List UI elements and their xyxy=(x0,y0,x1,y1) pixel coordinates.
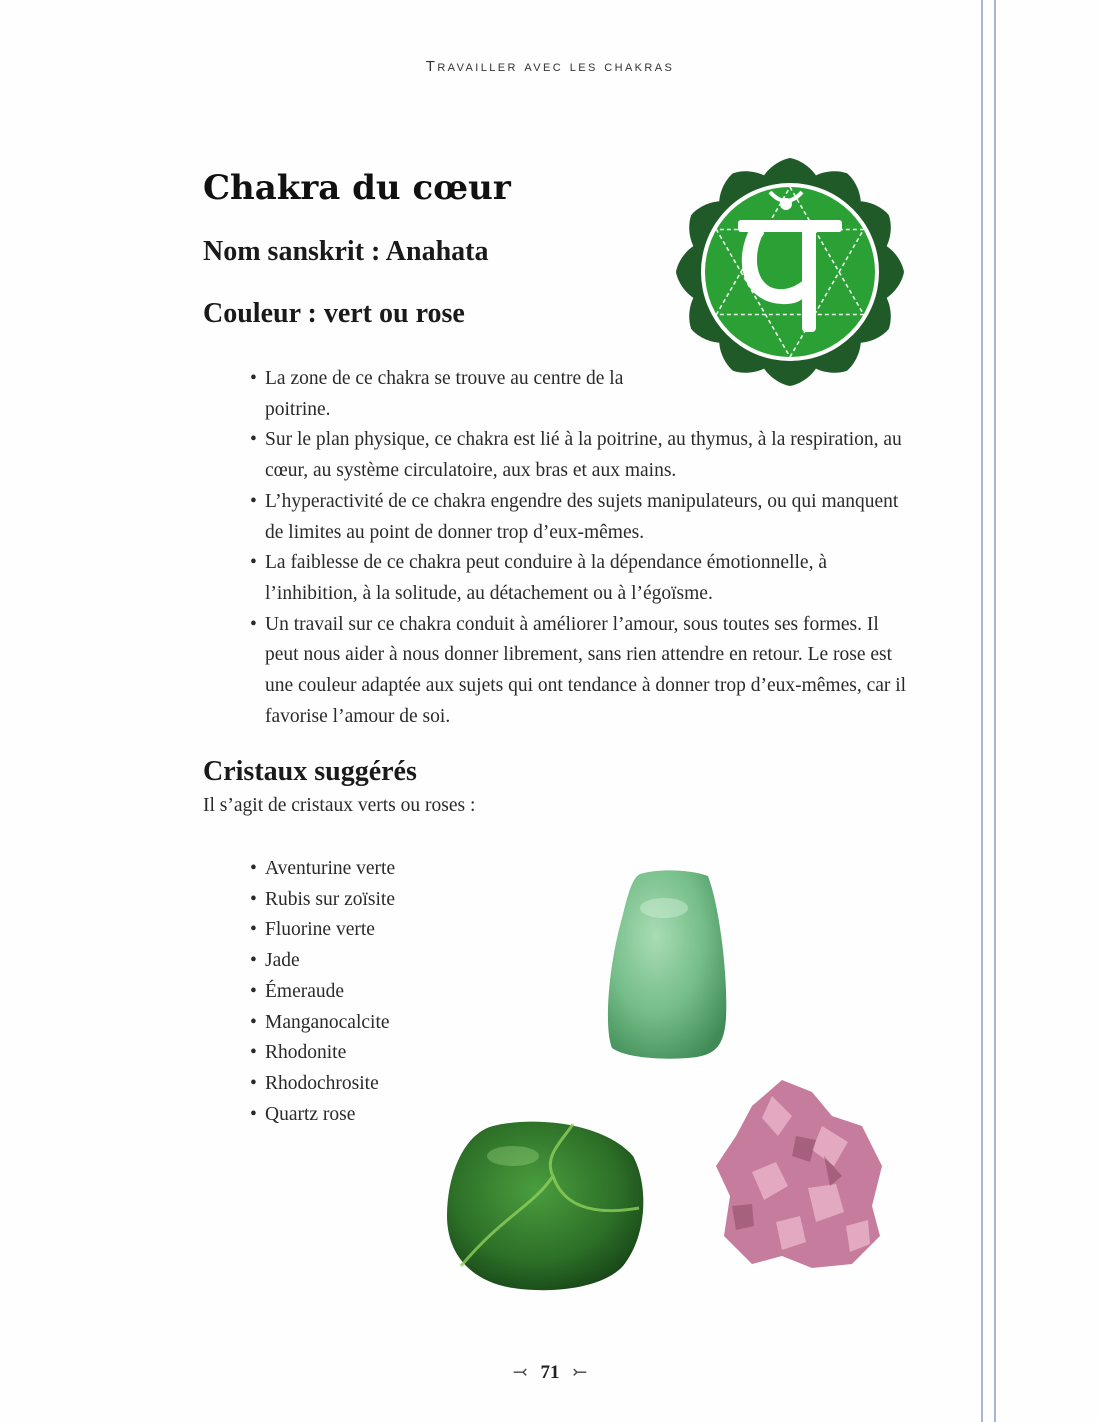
crystal-list xyxy=(248,854,488,1130)
running-head: Travailler avec les chakras xyxy=(425,58,675,75)
pink-crystal-cluster-icon xyxy=(712,1076,888,1272)
list-item: • Émeraude xyxy=(248,977,488,1008)
list-item: • Rubis sur zoïsite xyxy=(248,885,488,916)
crystals-intro: Il s’agit de cristaux verts ou roses : xyxy=(203,795,476,816)
page-number: 71 xyxy=(540,1362,560,1383)
page-edge-line-2 xyxy=(994,0,996,1422)
folio-ornament-right: ⤚ xyxy=(572,1362,588,1382)
page-edge-line-1 xyxy=(981,0,983,1422)
list-item: • Aventurine verte xyxy=(248,854,488,885)
list-item: • Manganocalcite xyxy=(248,1008,488,1039)
list-item: • Sur le plan physique, ce chakra est lié à la poitrine, au thymus, à la respiration, au cœur, au système circulatoire, aux bras et aux mains. xyxy=(248,425,908,486)
list-item: • Jade xyxy=(248,946,488,977)
jade-stone-icon xyxy=(443,1116,647,1294)
list-item: • Fluorine verte xyxy=(248,915,488,946)
list-item: • La zone de ce chakra se trouve au centre de la poitrine. xyxy=(248,364,908,425)
description-list xyxy=(248,364,908,732)
list-item: • L’hyperactivité de ce chakra engendre des sujets manipulateurs, ou qui manquent de limites au point de donner trop d’eux-mêmes. xyxy=(248,487,908,548)
list-item: • La faiblesse de ce chakra peut conduire à la dépendance émotionnelle, à l’inhibition, à la solitude, au détachement ou à l’égoïsme. xyxy=(248,548,908,609)
list-item: • Quartz rose xyxy=(248,1100,488,1131)
folio-ornament-left: ⤙ xyxy=(512,1362,528,1382)
anahata-lotus-icon xyxy=(674,156,906,388)
chakra-color: Couleur : vert ou rose xyxy=(203,298,465,329)
green-aventurine-stone-icon xyxy=(604,868,730,1062)
crystals-heading: Cristaux suggérés xyxy=(203,756,417,787)
list-item: • Un travail sur ce chakra conduit à améliorer l’amour, sous toutes ses formes. Il peut nous aider à nous donner librement, sans rien attendre en retour. Le rose est une couleur adaptée aux sujets qui ont tendance à donner trop d’eux-mêmes, car il favorise l’amour de soi. xyxy=(248,610,908,733)
list-item: • Rhodochrosite xyxy=(248,1069,488,1100)
sanskrit-name: Nom sanskrit : Anahata xyxy=(203,236,489,267)
list-item: • Rhodonite xyxy=(248,1038,488,1069)
page-title: Chakra du cœur xyxy=(203,168,511,208)
page-number-footer xyxy=(0,1362,1100,1384)
